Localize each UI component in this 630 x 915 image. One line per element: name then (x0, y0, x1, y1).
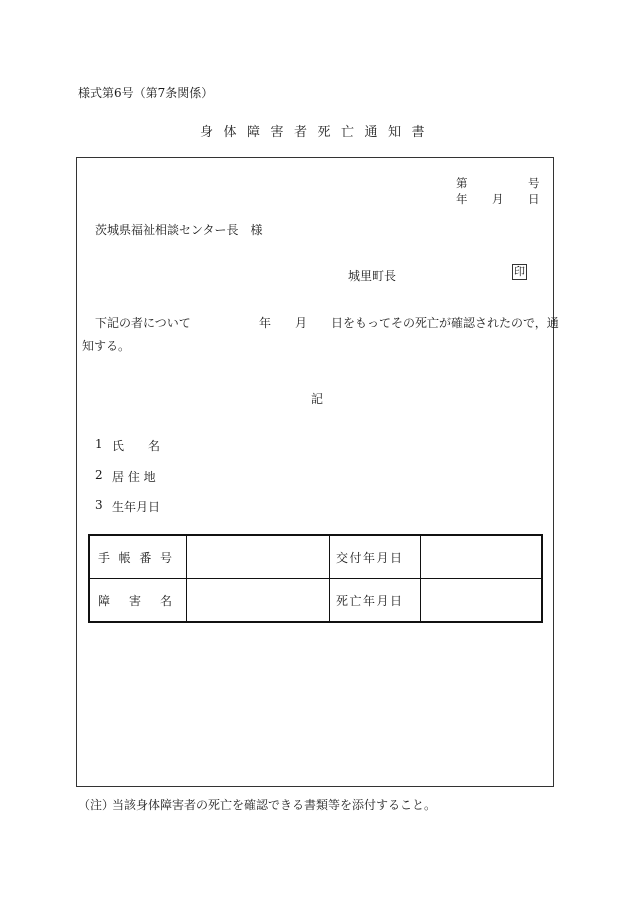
ki-heading: 記 (311, 392, 324, 406)
label-char: 号 (159, 550, 172, 565)
label-char: 帳 (118, 550, 131, 565)
item-label-name: 氏 名 (112, 439, 161, 453)
item-number: 3 (95, 498, 103, 512)
techo-number-value[interactable] (187, 535, 330, 579)
label-char: 日 (389, 593, 402, 608)
label-char: 手 (98, 550, 111, 565)
label-char: 障 (98, 593, 111, 608)
body-text-part2: 日をもってその死亡が確認されたので，通 (331, 316, 559, 330)
item-label-residence: 居 住 地 (112, 470, 156, 484)
date-month-label: 月 (492, 192, 504, 206)
date-day-label: 日 (528, 192, 540, 206)
info-table (88, 534, 543, 623)
techo-number-label (89, 535, 187, 579)
label-char: 亡 (349, 593, 362, 608)
death-date-value[interactable] (421, 579, 543, 623)
label-char: 年 (362, 550, 375, 565)
date-year-label: 年 (456, 192, 468, 206)
note-text: 当該身体障害者の死亡を確認できる書類等を添付すること。 (112, 798, 437, 812)
form-reference: 様式第6号（第7条関係） (78, 86, 214, 100)
label-char: 交 (336, 550, 349, 565)
label-char: 番 (139, 550, 152, 565)
body-month-label: 月 (295, 316, 308, 330)
issue-date-value[interactable] (421, 535, 543, 579)
body-text-part1: 下記の者について (95, 316, 191, 330)
death-date-label (330, 579, 421, 623)
note-mark: （注） (78, 798, 115, 812)
item-number: 1 (95, 437, 103, 451)
label-char: 付 (349, 550, 362, 565)
item-label-birthdate: 生年月日 (112, 500, 161, 514)
number-dai-label: 第 (456, 176, 468, 190)
label-char: 日 (389, 550, 402, 565)
label-char: 年 (362, 593, 375, 608)
label-char: 月 (376, 550, 389, 565)
table-row (89, 535, 542, 579)
label-char: 死 (336, 593, 349, 608)
table-row (89, 579, 542, 623)
issue-date-label (330, 535, 421, 579)
label-char: 月 (376, 593, 389, 608)
sender-name: 城里町長 (348, 269, 397, 283)
body-text-part3: 知する。 (82, 339, 131, 353)
disability-name-label (89, 579, 187, 623)
label-char: 害 (128, 593, 141, 608)
body-year-label: 年 (259, 316, 272, 330)
label-char: 名 (159, 593, 172, 608)
document-title: 身体障害者死亡通知書 (200, 125, 436, 140)
number-go-label: 号 (528, 176, 540, 190)
disability-name-value[interactable] (187, 579, 330, 623)
addressee: 茨城県福祉相談センター長 様 (95, 223, 263, 237)
seal-stamp-box: 印 (514, 265, 525, 278)
item-number: 2 (95, 468, 103, 482)
